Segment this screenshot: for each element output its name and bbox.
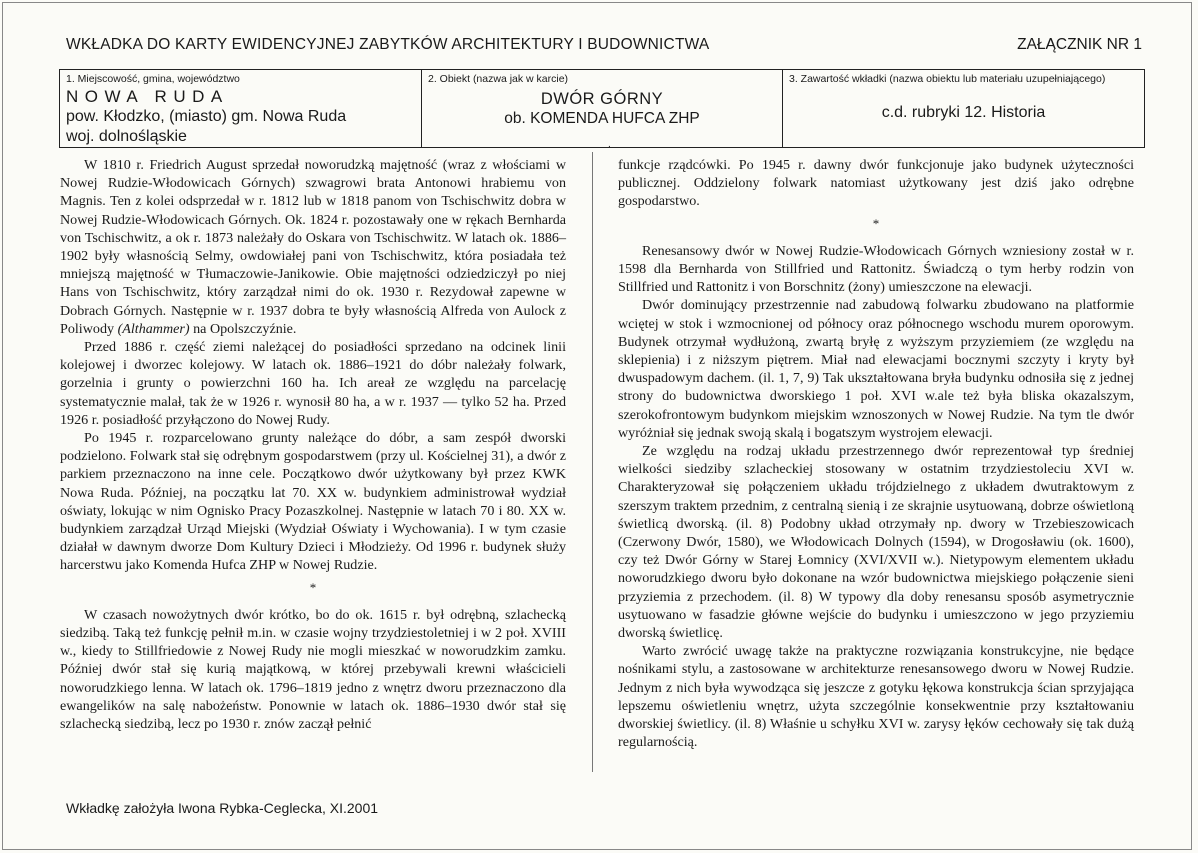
column-divider xyxy=(592,152,593,772)
location-box-label: 1. Miejscowość, gmina, województwo xyxy=(66,73,240,85)
object-box-label: 2. Obiekt (nazwa jak w karcie) xyxy=(428,73,569,85)
paragraph: Renesansowy dwór w Nowej Rudzie-Włodowicach Górnych wzniesiony został w r. 1598 dla Bernharda von Stillfried und Rattonitz. Świadczą o tym herby rodzin von Stillfried und Rattonitz i von Borschnitz (żony) umieszczone na elewacji. xyxy=(618,242,1134,296)
object-name: DWÓR GÓRNY xyxy=(540,90,664,108)
paragraph: Po 1945 r. rozparcelowano grunty należące do dóbr, a sam zespół dworski podzielono. Folwark stał się odrębnym gospodarstwem (przy ul. Kościelnej 31), a dwór z parkiem przeznaczono na inne cele. Początkowo dwór użytkowany był przez KWK Nowa Ruda. Później, na początku lat 70. XX w. budynkiem administrował wydział oświaty, lokując w nim Ognisko Pracy Pozaszkolnej. Następnie w latach 70 i 80. XX w. budynkiem zarządzał Urząd Miejski (Wydział Oświaty i Wychowania). I w tym czasie działał w dawnym dworze Dom Kultury Dzieci i Młodzieży. Od 1996 r. budynek służy harcerstwu jako Komenda Hufca ZHP w Nowej Rudzie. xyxy=(60,430,566,574)
object-current-use: ob. KOMENDA HUFCA ZHP xyxy=(504,110,700,127)
paragraph: Dwór dominujący przestrzennie nad zabudową folwarku zbudowano na platformie wciętej w stok i wzmocnionej od północy oraz północnego wschodu murem oporowym. Budynek otrzymał wydłużoną, zwartą bryłę z wyższym przyziemiem (ze względu na sklepienia) i z niższym piętrem. Miał nad elewacjami bocznymi szczyty i kryty był dwuspadowym dachem. (il. 1, 7, 9) Tak ukształtowana bryła budynku odnosiła się z jednej strony do budownictwa dworskiego 1 poł. XVI w.ale też była bliska okazalszym, szerokofrontowym budynkom miejskim wznoszonych w Nowej Rudzie. Na tym tle dwór wyróżniał się jednak swoją skalą i bogatszym wystrojem elewacji. xyxy=(618,297,1134,441)
left-column xyxy=(60,156,566,733)
paragraph: W czasach nowożytnych dwór krótko, bo do ok. 1615 r. był odrębną, szlachecką siedzibą. Taką też funkcję pełnił m.in. w czasie wojny trzydziestoletniej i w 2 poł. XVIII w., kiedy to Stillfriedowie z Nowej Rudy nie mogli mieszkać w noworudzkim zamku. Później dwór stał się kurią majątkową, w której przebywali krewni właścicieli noworudzkiego lenna. W latach ok. 1796–1819 jedno z wnętrz dworu przeznaczono dla ewangelików na salę nabożeństw. Ponownie w latach ok. 1886–1930 dwór stał się szlachecką siedzibą, lecz po 1930 r. znów zaczął pełnić xyxy=(60,606,566,733)
right-column xyxy=(618,156,1134,752)
stray-dot: . xyxy=(608,139,611,150)
voivodeship: woj. dolnośląskie xyxy=(66,128,187,145)
section-separator: * xyxy=(872,215,880,231)
header-boxes xyxy=(59,69,1145,148)
paragraph: W 1810 r. Friedrich August sprzedał noworudzką majętność (wraz z włościami w Nowej Rudzie-Włodowicach Górnych) szwagrowi brata Antonowi hrabiemu von Magnis. Ten z kolei odsprzedał w r. 1812 lub w 1818 panom von Tschischwitz dobra w Nowej Rudzie-Włodowicach Górnych. Ok. 1824 r. pozostawały one w rękach Bernharda von Tschischwitz, a ok r. 1873 należały do Oskara von Tschischwitz. W latach ok. 1886–1902 były własnością Selmy, owdowiałej pani von Tschischwitz, która posiadała też mniejszą majętność w Tłumaczowie-Janikowie. Obie majętności odziedziczył po niej Hans von Tschischwitz, który zarządzał nimi do ok. 1930 r. Rezydował zapewne w Dobrach Górnych. Następnie w r. 1937 dobra te były własnością Alfreda von Aulock z Poliwody (Althammer) na Opolszczyźnie. xyxy=(60,157,566,337)
paragraph: Przed 1886 r. część ziemi należącej do posiadłości sprzedano na odcinek linii kolejowej i dworzec kolejowy. W latach ok. 1886–1921 do dóbr należały folwark, gorzelnia i grunty o powierzchni 160 ha. Ich areał ze względu na parcelację systematycznie malał, tak że w 1926 r. wynosił 80 ha, a w r. 1937 — tylko 52 ha. Przed 1926 r. posiadłość przyłączono do Nowej Rudy. xyxy=(60,339,566,428)
content-box-label: 3. Zawartość wkładki (nazwa obiektu lub materiału uzupełniającego) xyxy=(789,73,1106,85)
section-separator: * xyxy=(309,579,317,595)
object-box xyxy=(422,70,783,147)
locality-name: NOWA RUDA xyxy=(66,87,229,106)
footer-author: Wkładkę założyła Iwona Rybka-Ceglecka, XI.2001 xyxy=(66,800,379,816)
content-description: c.d. rubryki 12. Historia xyxy=(881,104,1046,121)
citation: (Althammer) xyxy=(117,320,190,337)
paragraph: Ze względu na rodzaj układu przestrzennego dwór reprezentował typ średniej wielkości siedziby szlacheckiej stosowany w ostatnim trzydziestoleciu XVI w. Charakteryzował się połączeniem układu trójdzielnego z układem dwutraktowym z szerszym traktem przednim, z centralną sienią i ze skrajnie usytuowaną, dobrze oświetloną świetlicą dworską. (il. 8) Podobny układ otrzymały np. dwory w Trzebieszowicach (Czerwony Dwór, 1580), we Włodowicach Dolnych (1594), w Drogosławiu (ok. 1600), czy też Dwór Górny w Starej Łomnicy (XVI/XVII w.). Nietypowym elementem układu noworudzkiego dworu było dokonane na wzór budownictwa miejskiego połączenie sieni przyziemia z przechodem. (il. 8) W typowy dla doby renesansu sposób asymetrycznie usytuowano w fasadzie główne wejście do budynku i umieszczono w jego przyziemiu dworską świetlicę. xyxy=(618,443,1134,642)
location-box xyxy=(60,70,422,147)
district-municipality: pow. Kłodzko, (miasto) gm. Nowa Ruda xyxy=(66,108,347,125)
annex-number: ZAŁĄCZNIK NR 1 xyxy=(1017,36,1142,53)
document-title: WKŁADKA DO KARTY EWIDENCYJNEJ ZABYTKÓW ARCHITEKTURY I BUDOWNICTWA xyxy=(66,36,710,53)
paragraph: Warto zwrócić uwagę także na praktyczne rozwiązania konstrukcyjne, nie będące nośnikami stylu, a zastosowane w architekturze renesansowego dworu w Nowej Rudzie. Jednym z nich była wywodząca się jeszcze z gotyku łękowa konstrukcja ścian sprzyjająca lepszemu oświetleniu wnętrz, użyta szczególnie konsekwentnie przy kształtowaniu dworskiej świetlicy. (il. 8) Właśnie u schyłku XVI w. zarysy łęków cechowały się tak dużą regularnością. xyxy=(618,643,1134,751)
paragraph: funkcje rządcówki. Po 1945 r. dawny dwór funkcjonuje jako budynek użyteczności publicznej. Oddzielony folwark natomiast użytkowany jest dziś jako odrębne gospodarstwo. xyxy=(618,157,1134,210)
content-box xyxy=(783,70,1144,147)
